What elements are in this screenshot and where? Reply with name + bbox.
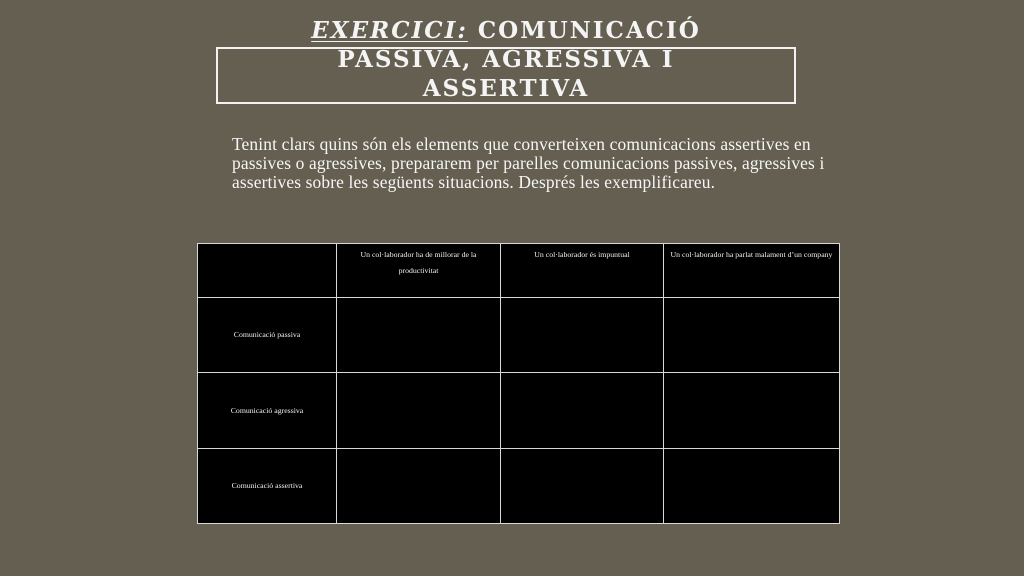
header-cell-impuntual: Un col·laborador és impuntual: [501, 244, 664, 298]
header-cell-parlat-malament: Un col·laborador ha parlat malament d’un company: [664, 244, 840, 298]
intro-paragraph: Tenint clars quins són els elements que converteixen comunicacions assertives en passives o agressives, prepararem per parelles comunicacions passives, agressives i assertives sobre les següents situacions. Després les exemplificareu.: [232, 134, 825, 192]
header-corner-cell: [198, 244, 337, 298]
answer-cell[interactable]: [337, 448, 501, 523]
answer-cell[interactable]: [664, 448, 840, 523]
row-label-assertiva: Comunicació assertiva: [198, 448, 337, 523]
slide-title: [218, 16, 794, 103]
answer-cell[interactable]: [664, 373, 840, 448]
row-label-passiva: Comunicació passiva: [198, 298, 337, 373]
title-line-2: PASSIVA, AGRESSIVA I: [337, 46, 675, 73]
answer-cell[interactable]: [664, 298, 840, 373]
table-header-row: [198, 244, 840, 298]
exercise-table: [197, 243, 840, 524]
answer-cell[interactable]: [337, 298, 501, 373]
answer-cell[interactable]: [337, 373, 501, 448]
answer-cell[interactable]: [501, 448, 664, 523]
title-line-1-rest: COMUNICACIÓ: [477, 17, 701, 44]
title-line-3: ASSERTIVA: [422, 75, 590, 102]
table-row-passiva: [198, 298, 840, 373]
title-line-1: [218, 16, 794, 45]
table-row-assertiva: [198, 448, 840, 523]
row-label-agressiva: Comunicació agressiva: [198, 373, 337, 448]
title-prefix: EXERCICI:: [311, 17, 468, 44]
answer-cell[interactable]: [501, 298, 664, 373]
table-row-agressiva: [198, 373, 840, 448]
header-cell-productivitat: Un col·laborador ha de millorar de la productivitat: [337, 244, 501, 298]
answer-cell[interactable]: [501, 373, 664, 448]
